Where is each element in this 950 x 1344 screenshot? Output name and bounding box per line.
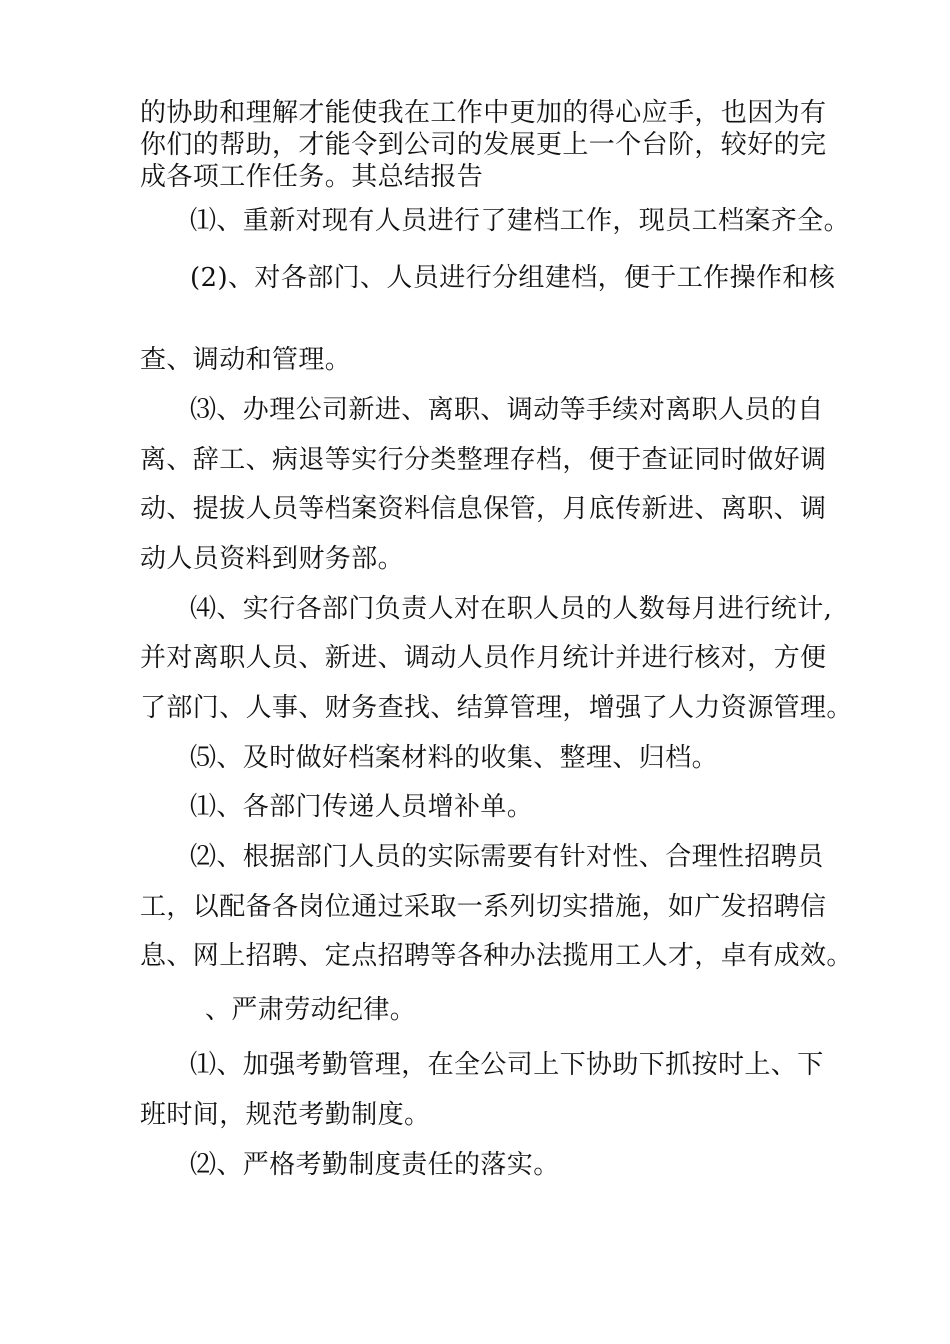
item-8-line-1: 、严肃劳动纪律。	[205, 995, 417, 1025]
item-9-line-2: 班时间，规范考勤制度。	[140, 1100, 431, 1130]
item-2-line-1: (2)、对各部门、人员进行分组建档，便于工作操作和核	[190, 263, 836, 293]
item-9-line-1: ⑴、加强考勤管理，在全公司上下协助下抓按时上、下	[190, 1050, 824, 1080]
item-4-line-3: 了部门、人事、财务查找、结算管理，增强了人力资源管理。	[140, 693, 853, 723]
item-3-line-2: 离、辞工、病退等实行分类整理存档，便于查证同时做好调	[140, 445, 827, 475]
item-4-line-2: 并对离职人员、新进、调动人员作月统计并进行核对，方便	[140, 643, 827, 673]
item-7-line-1: ⑵、根据部门人员的实际需要有针对性、合理性招聘员	[190, 842, 824, 872]
item-7-line-3: 息、网上招聘、定点招聘等各种办法揽用工人才，卓有成效。	[140, 941, 853, 971]
item-3-line-4: 动人员资料到财务部。	[140, 544, 405, 574]
item-10-line-1: ⑵、严格考勤制度责任的落实。	[190, 1150, 560, 1180]
item-4-line-1: ⑷、实行各部门负责人对在职人员的人数每月进行统计,	[190, 594, 833, 624]
item-5-line-1: ⑸、及时做好档案材料的收集、整理、归档。	[190, 743, 719, 773]
intro-line-1: 的协助和理解才能使我在工作中更加的得心应手，也因为有	[140, 98, 827, 128]
intro-line-2: 你们的帮助，才能令到公司的发展更上一个台阶，较好的完	[140, 130, 827, 160]
item-1-line-1: ⑴、重新对现有人员进行了建档工作，现员工档案齐全。	[190, 206, 851, 236]
item-3-line-3: 动、提拔人员等档案资料信息保管，月底传新进、离职、调	[140, 494, 827, 524]
intro-line-3: 成各项工作任务。其总结报告	[140, 162, 484, 192]
item-2-line-2: 查、调动和管理。	[140, 345, 352, 375]
item-7-line-2: 工，以配备各岗位通过采取一系列切实措施，如广发招聘信	[140, 892, 827, 922]
item-3-line-1: ⑶、办理公司新进、离职、调动等手续对离职人员的自	[190, 395, 824, 425]
item-6-line-1: ⑴、各部门传递人员增补单。	[190, 792, 534, 822]
